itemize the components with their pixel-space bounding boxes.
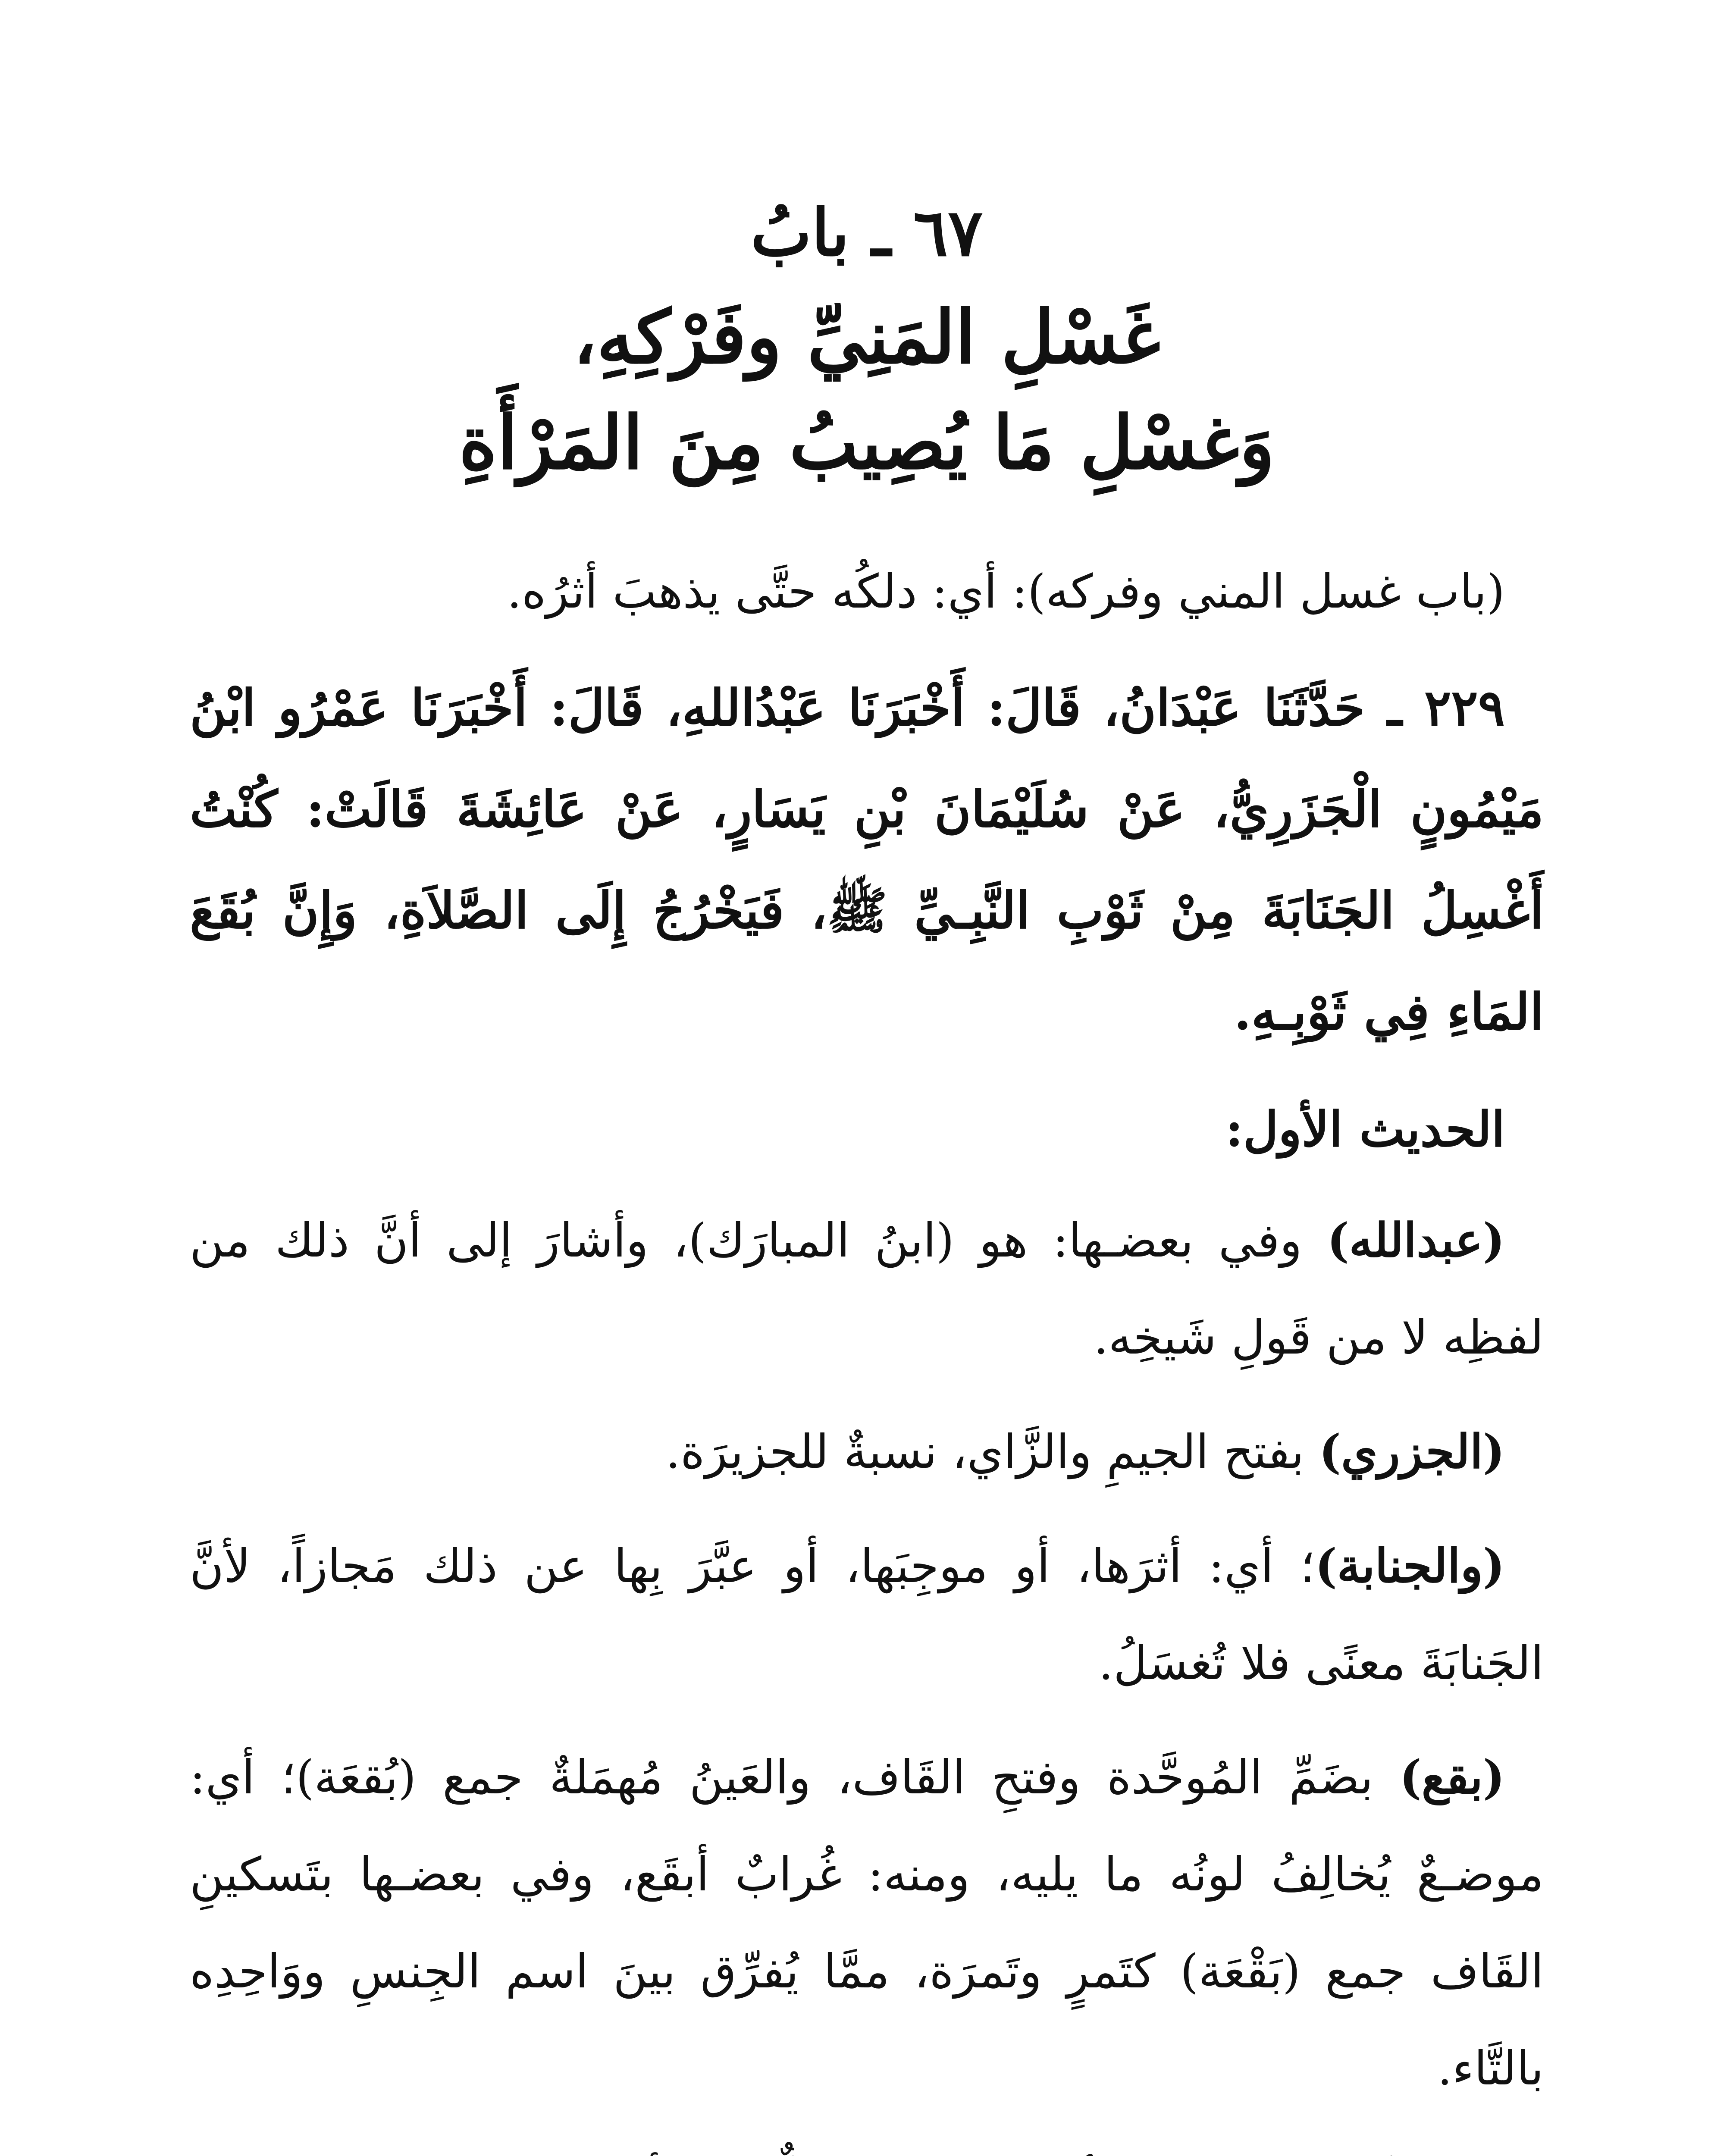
commentary-abdullah — [190, 1192, 1544, 1386]
chapter-title — [190, 285, 1544, 496]
term-abdullah: (عبدالله) — [1327, 1213, 1505, 1268]
chapter-number: ٦٧ ـ بابُ — [750, 195, 983, 271]
intro-paragraph: (باب غسل المني وفركه): أي: دلكُه حتَّى يذهبَ أثرُه. — [507, 565, 1505, 619]
hadith-text: ٢٢٩ ـ حَدَّثَنَا عَبْدَانُ، قَالَ: أَخْبَرَنَا عَبْدُاللهِ، قَالَ: أَخْبَرَنَا عَمْرُو ابْنُ مَيْمُونٍ الْجَزَرِيُّ، عَنْ سُلَيْمَانَ بْنِ يَسَارٍ، عَنْ عَائِشَةَ قَالَتْ: كُنْتُ أَغْسِلُ الجَنَابَةَ مِنْ ثَوْبِ النَّبِـيِّ ﷺ، فَيَخْرُجُ إِلَى الصَّلاَةِ، وَإِنَّ بُقَعَ المَاءِ فِي ثَوْبِـهِ. — [190, 679, 1544, 1041]
commentary-jazari-text: بفتح الجيمِ والزَّاي، نسبةٌ للجزيرَة. — [665, 1425, 1319, 1479]
commentary-janaba — [190, 1518, 1544, 1712]
commentary-abdullah-text: وفي بعضـها: هو (ابنُ المبارَك)، وأشارَ إلى أنَّ ذلك من لفظِه لا من قَولِ شَيخِه. — [190, 1214, 1544, 1365]
term-janaba: (والجنابة) — [1315, 1539, 1505, 1593]
commentary-buqa — [190, 1729, 1544, 2117]
term-buqa: (بقع) — [1399, 1750, 1505, 1805]
commentary-taymi — [190, 2134, 1544, 2156]
chapter-title-line-2: وَغسْلِ مَا يُصِيبُ مِنَ المَرْأَةِ — [459, 400, 1275, 486]
commentary-janaba-text: ؛ أي: أثرَها، أو موجِبَها، أو عبَّرَ بِها عن ذلك مَجازاً، لأنَّ الجَنابَةَ معنًى فلا تُغسَلُ. — [190, 1539, 1544, 1690]
section-heading: الحديث الأول: — [1225, 1101, 1505, 1158]
commentary-buqa-text: بضَمِّ المُوحَّدة وفتحِ القَاف، والعَينُ مُهمَلةٌ جمع (بُقعَة)؛ أي: موضـعٌ يُخالِفُ لونُه ما يليه، ومنه: غُرابٌ أبقَع، وفي بعضـها بتَسكينِ القَاف جمع (بَقْعَة) كتَمرٍ وتَمرَة، ممَّا يُفرِّق بينَ اسم الجِنسِ ووَاحِدِه بالتَّاء. — [190, 1751, 1544, 2096]
chapter-title-line-1: غَسْلِ المَنِيِّ وفَرْكِهِ، — [573, 294, 1161, 380]
commentary-jazari — [190, 1404, 1544, 1501]
book-page — [190, 164, 1544, 2156]
term-jazari: (الجزري) — [1319, 1425, 1505, 1479]
